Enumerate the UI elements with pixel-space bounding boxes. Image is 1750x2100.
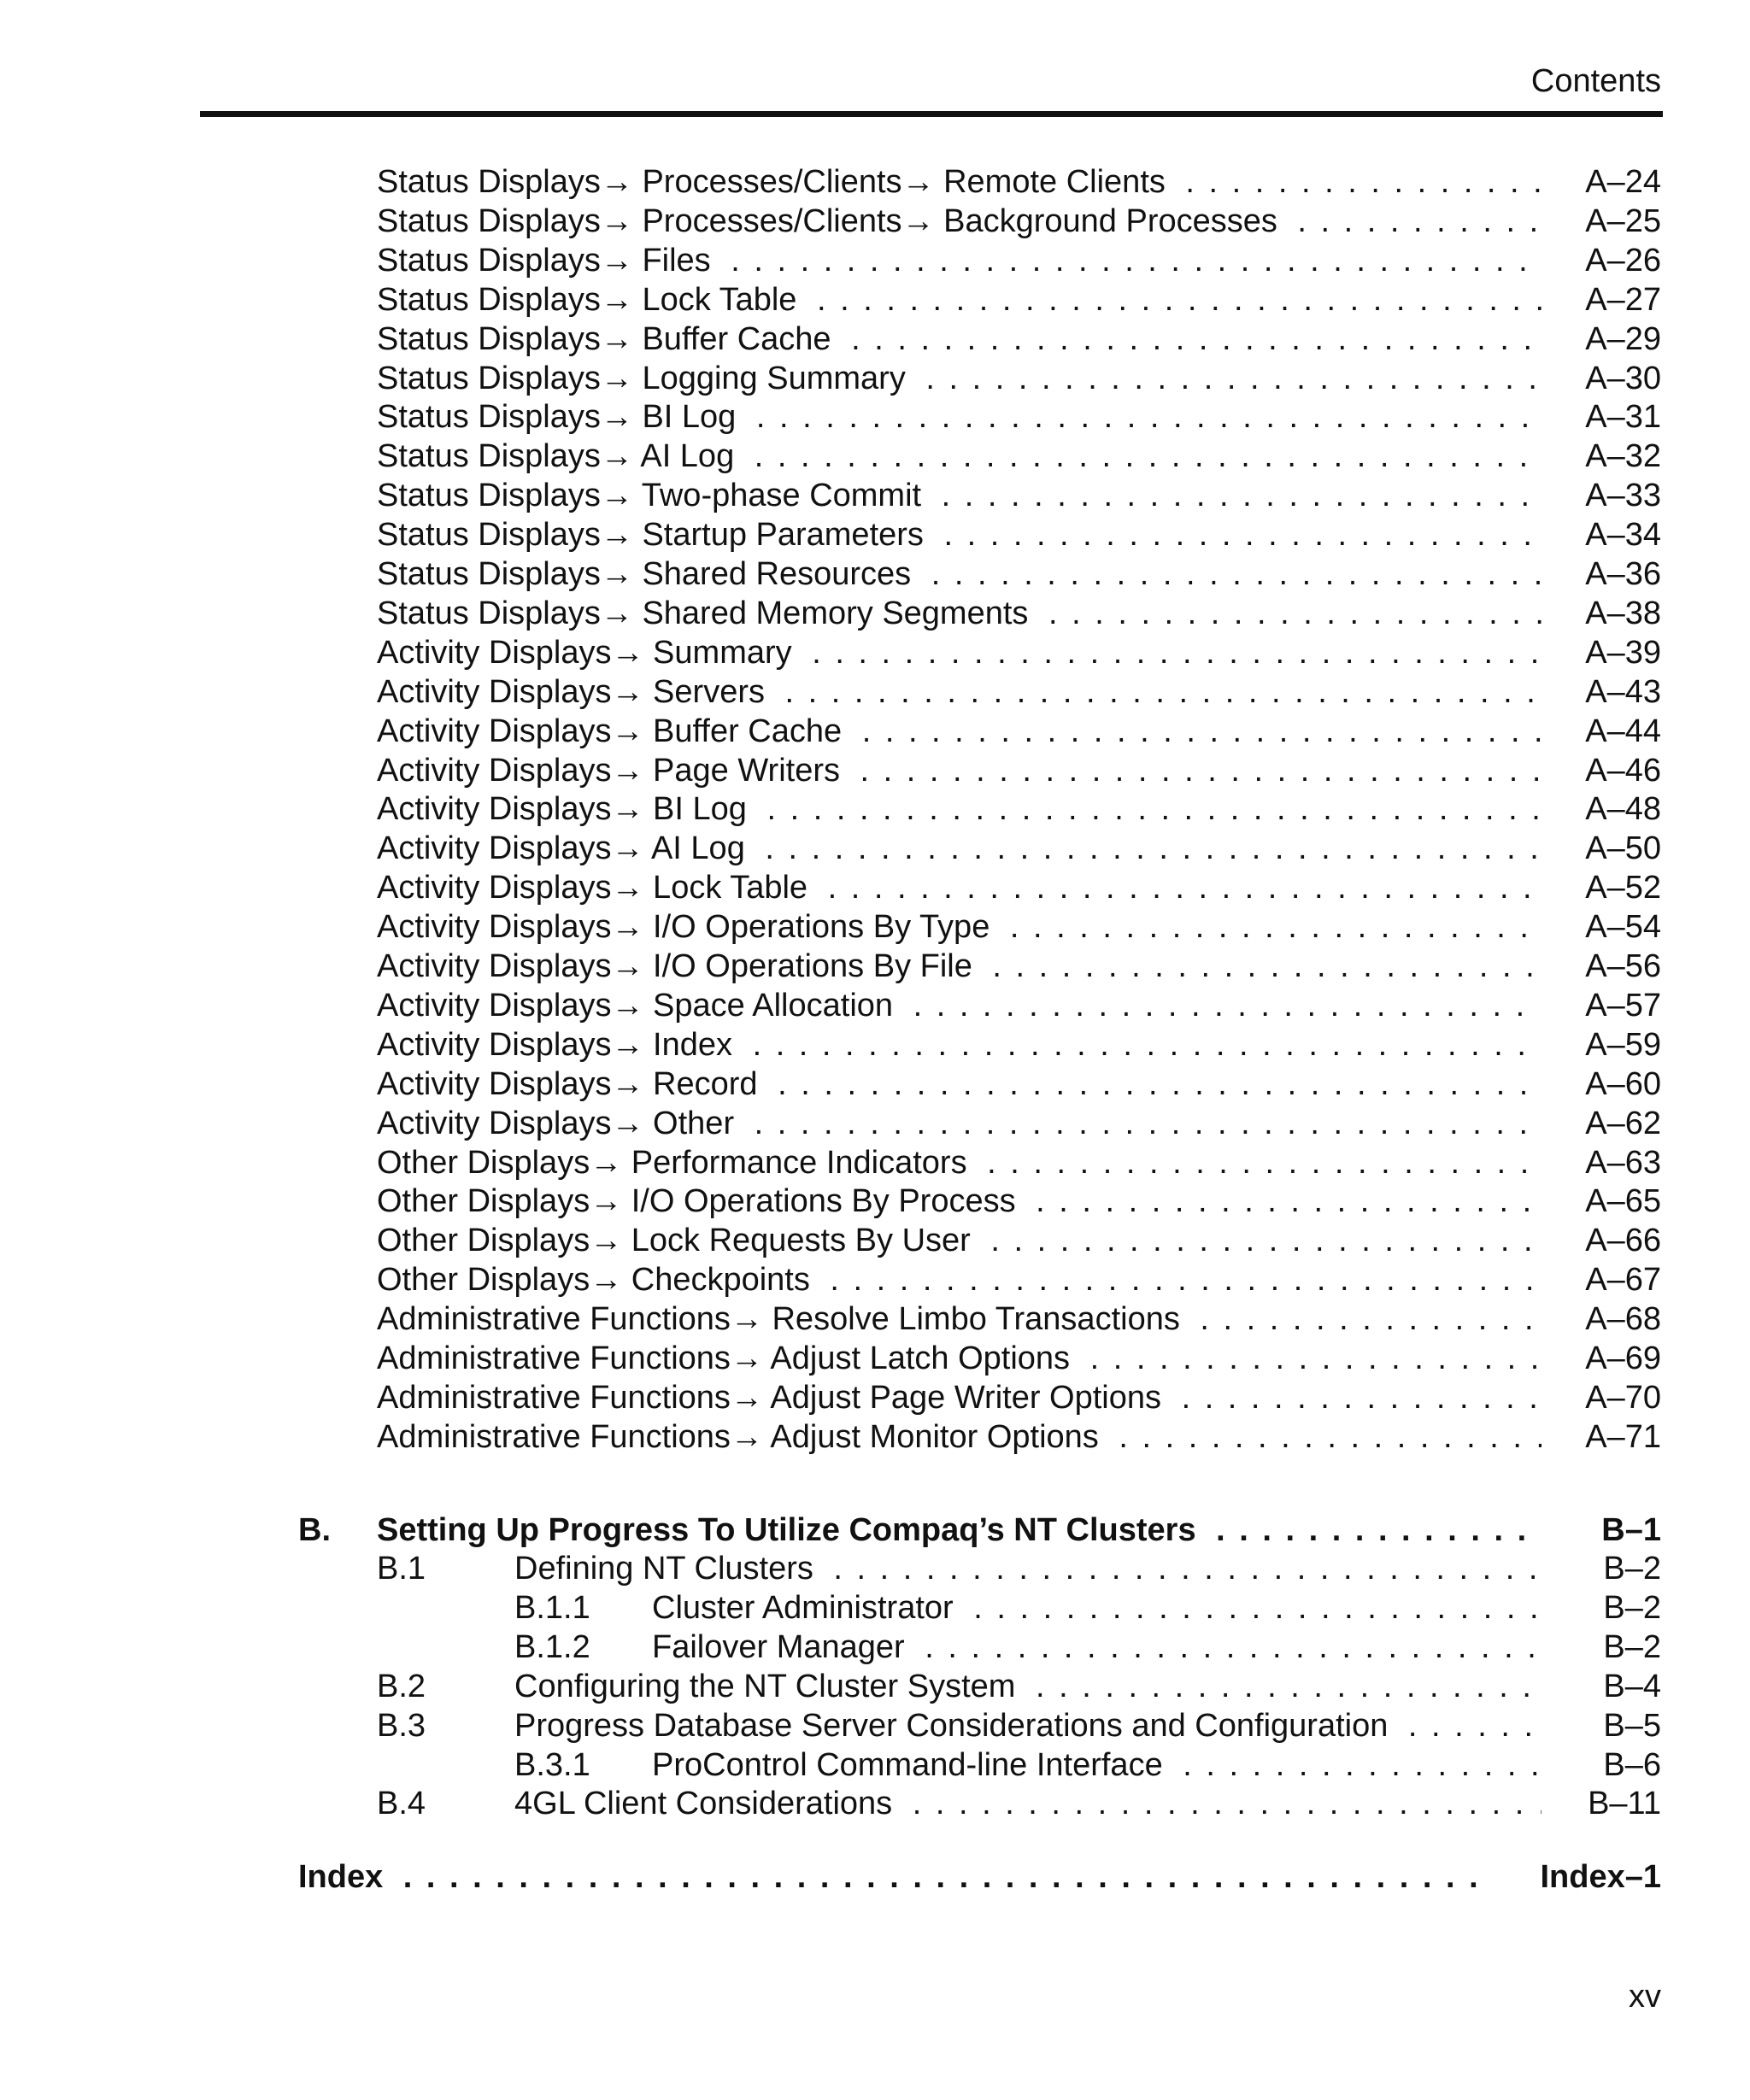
entry-title-text: Activity Displays→ Index <box>377 1027 741 1063</box>
entry-page-number: A–48 <box>1585 791 1661 827</box>
entry-page-number: B–2 <box>1603 1629 1661 1665</box>
entry-title-text: Other Displays→ Checkpoints <box>377 1262 819 1298</box>
entry-title <box>377 554 1542 594</box>
toc-entry[interactable] <box>0 672 1750 712</box>
toc-entry[interactable] <box>0 1182 1750 1221</box>
toc-entry[interactable] <box>0 868 1750 907</box>
entry-title-text: Setting Up Progress To Utilize Compaq’s NT Clusters <box>377 1512 1205 1548</box>
entry-page-number: A–60 <box>1585 1066 1661 1102</box>
entry-title-text: Activity Displays→ I/O Operations By File <box>377 948 981 984</box>
entry-title-text: Administrative Functions→ Adjust Latch Options <box>377 1340 1078 1376</box>
entry-title <box>377 1417 1542 1457</box>
toc-subsubsection[interactable] <box>0 1628 1750 1667</box>
toc-entry[interactable] <box>0 907 1750 947</box>
entry-page-number: A–56 <box>1585 948 1661 984</box>
entry-title-text: Status Displays→ BI Log <box>377 399 744 435</box>
toc-entry[interactable] <box>0 986 1750 1025</box>
entry-title-text: Configuring the NT Cluster System <box>514 1669 1024 1704</box>
entry-title <box>377 789 1542 829</box>
entry-title-text: Status Displays→ Two-phase Commit <box>377 478 930 513</box>
entry-title-text: Activity Displays→ Servers <box>377 674 773 710</box>
toc-entry[interactable] <box>0 202 1750 241</box>
toc-entry[interactable] <box>0 437 1750 476</box>
entry-page-number: A–38 <box>1585 595 1661 631</box>
entry-number: B.1.2 <box>514 1629 590 1665</box>
entry-title-text: Other Displays→ Performance Indicators <box>377 1145 976 1181</box>
entry-title-text: Activity Displays→ Other <box>377 1106 743 1141</box>
entry-title-text: Progress Database Server Considerations and Configuration <box>514 1708 1396 1744</box>
entry-title <box>377 397 1542 437</box>
entry-page-number: A–33 <box>1585 478 1661 513</box>
entry-page-number: A–70 <box>1585 1380 1661 1416</box>
entry-page-number: A–32 <box>1585 438 1661 474</box>
entry-page-number: A–27 <box>1585 282 1661 318</box>
entry-title <box>377 1260 1542 1299</box>
toc-entry[interactable] <box>0 1378 1750 1417</box>
entry-title <box>377 1143 1542 1182</box>
entry-title-text: Activity Displays→ Lock Table <box>377 870 816 906</box>
entry-title-text: Activity Displays→ Page Writers <box>377 753 849 789</box>
entry-title <box>377 1104 1542 1143</box>
entry-page-number: A–39 <box>1585 635 1661 671</box>
toc-entry[interactable] <box>0 712 1750 751</box>
toc-entry[interactable] <box>0 1260 1750 1299</box>
entry-title <box>514 1667 1542 1706</box>
entry-page-number: A–69 <box>1585 1340 1661 1376</box>
entry-page-number: B–2 <box>1603 1590 1661 1626</box>
entry-title-text: Status Displays→ Files <box>377 243 719 279</box>
entry-page-number: A–66 <box>1585 1223 1661 1258</box>
toc-entry[interactable] <box>0 1339 1750 1378</box>
entry-title <box>377 1221 1542 1260</box>
toc-entry[interactable] <box>0 829 1750 868</box>
entry-title <box>377 241 1542 280</box>
entry-title <box>377 633 1542 672</box>
entry-page-number: A–26 <box>1585 243 1661 279</box>
entry-page-number: A–30 <box>1585 361 1661 396</box>
entry-page-number: A–44 <box>1585 713 1661 749</box>
toc-entry[interactable] <box>0 1104 1750 1143</box>
entry-title <box>377 986 1542 1025</box>
entry-title <box>377 515 1542 554</box>
entry-title-text: Activity Displays→ Summary <box>377 635 801 671</box>
entry-title-text: Activity Displays→ BI Log <box>377 791 755 827</box>
toc-entry[interactable] <box>0 1299 1750 1339</box>
entry-title-text: Status Displays→ Buffer Cache <box>377 321 840 357</box>
entry-title <box>377 359 1542 398</box>
entry-title-text: Status Displays→ Startup Parameters <box>377 517 932 553</box>
entry-title <box>514 1549 1542 1588</box>
entry-title <box>377 1510 1542 1550</box>
entry-page-number: A–25 <box>1585 203 1661 239</box>
toc-entry[interactable] <box>0 554 1750 594</box>
toc-entry[interactable] <box>0 476 1750 515</box>
entry-title-text: Defining NT Clusters <box>514 1551 822 1587</box>
entry-page-number: A–50 <box>1585 830 1661 866</box>
entry-title <box>377 1378 1542 1417</box>
entry-page-number: B–11 <box>1588 1786 1661 1821</box>
entry-title-text: Other Displays→ Lock Requests By User <box>377 1223 979 1258</box>
entry-title-text: Activity Displays→ Space Allocation <box>377 988 901 1024</box>
entry-page-number: A–71 <box>1585 1419 1661 1455</box>
entry-title-text: Administrative Functions→ Adjust Page Writer Options <box>377 1380 1170 1416</box>
toc-index-entry[interactable] <box>0 1857 1750 1897</box>
toc-subsection[interactable] <box>0 1784 1750 1823</box>
entry-number: B.4 <box>377 1786 426 1821</box>
entry-title <box>377 672 1542 712</box>
entry-title <box>377 751 1542 790</box>
entry-page-number: A–31 <box>1585 399 1661 435</box>
entry-number: B.1.1 <box>514 1590 590 1626</box>
toc-appendix-heading[interactable] <box>0 1510 1750 1550</box>
entry-page-number: A–43 <box>1585 674 1661 710</box>
entry-title-text: Activity Displays→ Buffer Cache <box>377 713 850 749</box>
toc-entry[interactable] <box>0 1221 1750 1260</box>
entry-title <box>377 1065 1542 1104</box>
toc-entry[interactable] <box>0 947 1750 986</box>
entry-page-number: A–57 <box>1585 988 1661 1024</box>
header-rule <box>200 111 1663 117</box>
entry-title <box>377 868 1542 907</box>
entry-title <box>377 202 1542 241</box>
entry-title <box>377 947 1542 986</box>
toc-subsection[interactable] <box>0 1549 1750 1588</box>
entry-page-number: A–54 <box>1585 909 1661 945</box>
entry-title <box>377 829 1542 868</box>
entry-title <box>377 712 1542 751</box>
entry-page-number: B–4 <box>1603 1669 1661 1704</box>
entry-title-text: Status Displays→ AI Log <box>377 438 743 474</box>
toc-entry[interactable] <box>0 397 1750 437</box>
entry-title <box>377 1339 1542 1378</box>
running-header: Contents <box>1530 63 1661 99</box>
toc-entry[interactable] <box>0 633 1750 672</box>
page-number: xv <box>1629 1979 1661 2015</box>
entry-title-text: Administrative Functions→ Adjust Monitor Options <box>377 1419 1107 1455</box>
entry-number: B.2 <box>377 1669 426 1704</box>
entry-title-text: Status Displays→ Processes/Clients→ Background Processes <box>377 203 1286 239</box>
entry-title-text: Other Displays→ I/O Operations By Process <box>377 1183 1025 1219</box>
toc-entry[interactable] <box>0 1025 1750 1065</box>
toc-entry[interactable] <box>0 515 1750 554</box>
toc-subsubsection[interactable] <box>0 1745 1750 1785</box>
entry-number: B. <box>298 1512 331 1548</box>
entry-number: B.3.1 <box>514 1747 590 1783</box>
entry-title-text: Status Displays→ Logging Summary <box>377 361 914 396</box>
entry-page-number: A–67 <box>1585 1262 1661 1298</box>
entry-title-text: Cluster Administrator <box>652 1590 962 1626</box>
entry-title-text: Status Displays→ Lock Table <box>377 282 805 318</box>
entry-title-text: Activity Displays→ Record <box>377 1066 766 1102</box>
toc-entry[interactable] <box>0 241 1750 280</box>
entry-number: B.3 <box>377 1708 426 1744</box>
entry-title-text: Status Displays→ Processes/Clients→ Remote Clients <box>377 164 1174 200</box>
toc-entry[interactable] <box>0 280 1750 320</box>
entry-page-number: A–68 <box>1585 1301 1661 1337</box>
entry-page-number: A–36 <box>1585 556 1661 592</box>
entry-page-number: Index–1 <box>1540 1859 1661 1895</box>
toc-subsection[interactable] <box>0 1706 1750 1745</box>
toc-entry[interactable] <box>0 751 1750 790</box>
entry-page-number: B–1 <box>1601 1512 1661 1548</box>
entry-title-text: Activity Displays→ I/O Operations By Type <box>377 909 998 945</box>
toc-entry[interactable] <box>0 320 1750 359</box>
toc-entry[interactable] <box>0 1143 1750 1182</box>
entry-page-number: A–63 <box>1585 1145 1661 1181</box>
entry-title <box>652 1745 1542 1785</box>
entry-title <box>377 162 1542 202</box>
entry-title <box>377 476 1542 515</box>
entry-title <box>377 907 1542 947</box>
entry-page-number: A–46 <box>1585 753 1661 789</box>
toc-subsection[interactable] <box>0 1667 1750 1706</box>
entry-page-number: A–29 <box>1585 321 1661 357</box>
entry-title <box>652 1588 1542 1628</box>
entry-page-number: B–5 <box>1603 1708 1661 1744</box>
entry-page-number: A–24 <box>1585 164 1661 200</box>
entry-title-text: Administrative Functions→ Resolve Limbo Transactions <box>377 1301 1189 1337</box>
entry-title <box>514 1706 1542 1745</box>
entry-page-number: A–34 <box>1585 517 1661 553</box>
entry-title <box>377 1299 1542 1339</box>
entry-title <box>377 1182 1542 1221</box>
entry-title-text: Status Displays→ Shared Resources <box>377 556 919 592</box>
entry-page-number: A–52 <box>1585 870 1661 906</box>
entry-title <box>377 320 1542 359</box>
entry-title <box>377 437 1542 476</box>
entry-page-number: A–59 <box>1585 1027 1661 1063</box>
entry-title-text: Index <box>298 1859 391 1895</box>
entry-title-text: Activity Displays→ AI Log <box>377 830 754 866</box>
toc-entry[interactable] <box>0 1065 1750 1104</box>
toc-entry[interactable] <box>0 1417 1750 1457</box>
toc-entry[interactable] <box>0 789 1750 829</box>
entry-title <box>652 1628 1542 1667</box>
entry-title-text: 4GL Client Considerations <box>514 1786 901 1821</box>
entry-page-number: B–6 <box>1603 1747 1661 1783</box>
entry-page-number: A–62 <box>1585 1106 1661 1141</box>
entry-title <box>377 1025 1542 1065</box>
entry-title <box>298 1857 1485 1897</box>
entry-title <box>377 594 1542 633</box>
entry-title-text: Status Displays→ Shared Memory Segments <box>377 595 1036 631</box>
entry-page-number: A–65 <box>1585 1183 1661 1219</box>
entry-title <box>514 1784 1542 1823</box>
toc-entry[interactable] <box>0 359 1750 398</box>
entry-title-text: ProControl Command-line Interface <box>652 1747 1172 1783</box>
entry-number: B.1 <box>377 1551 426 1587</box>
entry-title <box>377 280 1542 320</box>
toc-entry[interactable] <box>0 162 1750 202</box>
toc-entry[interactable] <box>0 594 1750 633</box>
entry-page-number: B–2 <box>1603 1551 1661 1587</box>
toc-subsubsection[interactable] <box>0 1588 1750 1628</box>
entry-title-text: Failover Manager <box>652 1629 913 1665</box>
